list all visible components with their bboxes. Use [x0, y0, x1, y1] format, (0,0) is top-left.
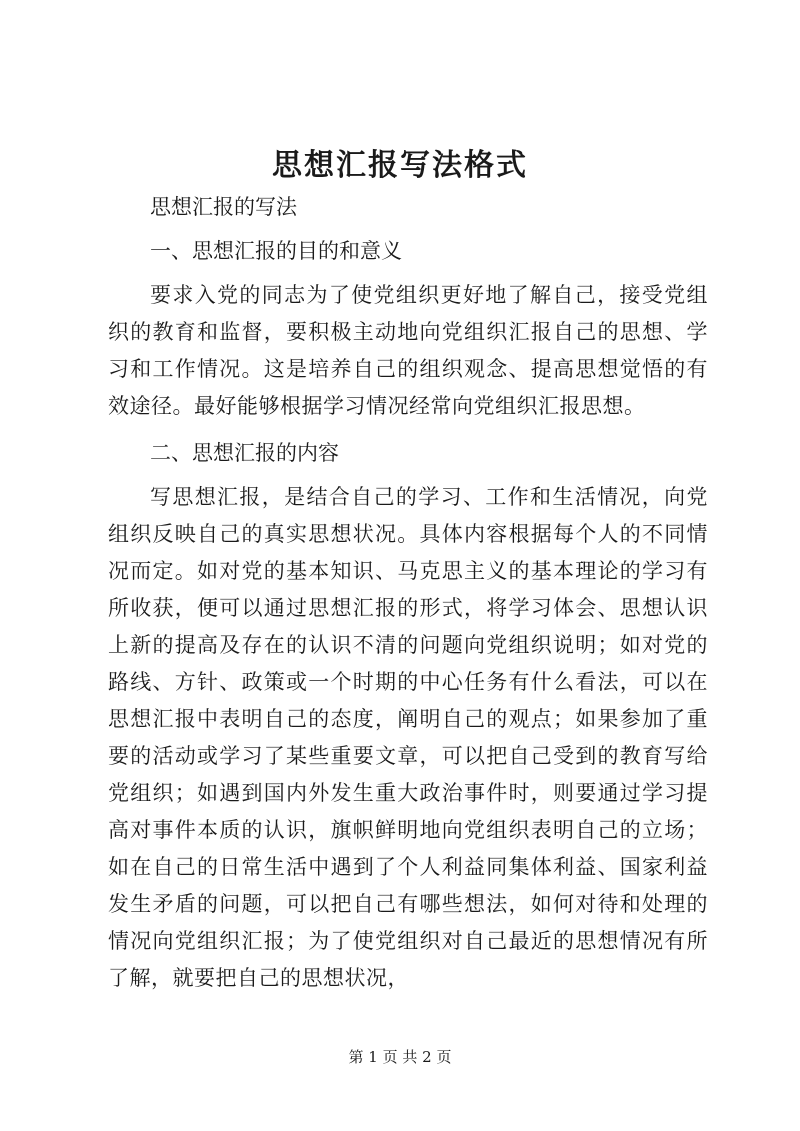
paragraph-content: 写思想汇报，是结合自己的学习、工作和生活情况，向党组织反映自己的真实思想状况。具体内容根据每个人的不同情况而定。如对党的基本知识、马克思主义的基本理论的学习有所收获，便可以通过思想汇报的形式，将学习体会、思想认识上新的提高及存在的认识不清的问题向党组织说明；如对党的路线、方针、政策或一个时期的中心任务有什么看法，可以在思想汇报中表明自己的态度，阐明自己的观点；如果参加了重要的活动或学习了某些重要文章，可以把自己受到的教育写给党组织；如遇到国内外发生重大政治事件时，则要通过学习提高对事件本质的认识，旗帜鲜明地向党组织表明自己的立场；如在自己的日常生活中遇到了个人利益同集体利益、国家利益发生矛盾的问题，可以把自己有哪些想法，如何对待和处理的情况向党组织汇报；为了使党组织对自己最近的思想情况有所了解，就要把自己的思想状况，: [108, 485, 708, 990]
paragraph-purpose: 要求入党的同志为了使党组织更好地了解自己，接受党组织的教育和监督，要积极主动地向党组织汇报自己的思想、学习和工作情况。这是培养自己的组织观念、提高思想觉悟的有效途径。最好能够根据学习情况经常向党组织汇报思想。: [108, 283, 708, 418]
section-heading-writing-method: 思想汇报的写法: [150, 195, 297, 219]
section-heading-content: 二、思想汇报的内容: [150, 441, 339, 465]
document-title: 思想汇报写法格式: [272, 148, 528, 183]
document-body: [108, 185, 708, 1003]
section-heading-purpose: 一、思想汇报的目的和意义: [150, 239, 402, 263]
page-number-footer: 第 1 页 共 2 页: [348, 1048, 452, 1066]
